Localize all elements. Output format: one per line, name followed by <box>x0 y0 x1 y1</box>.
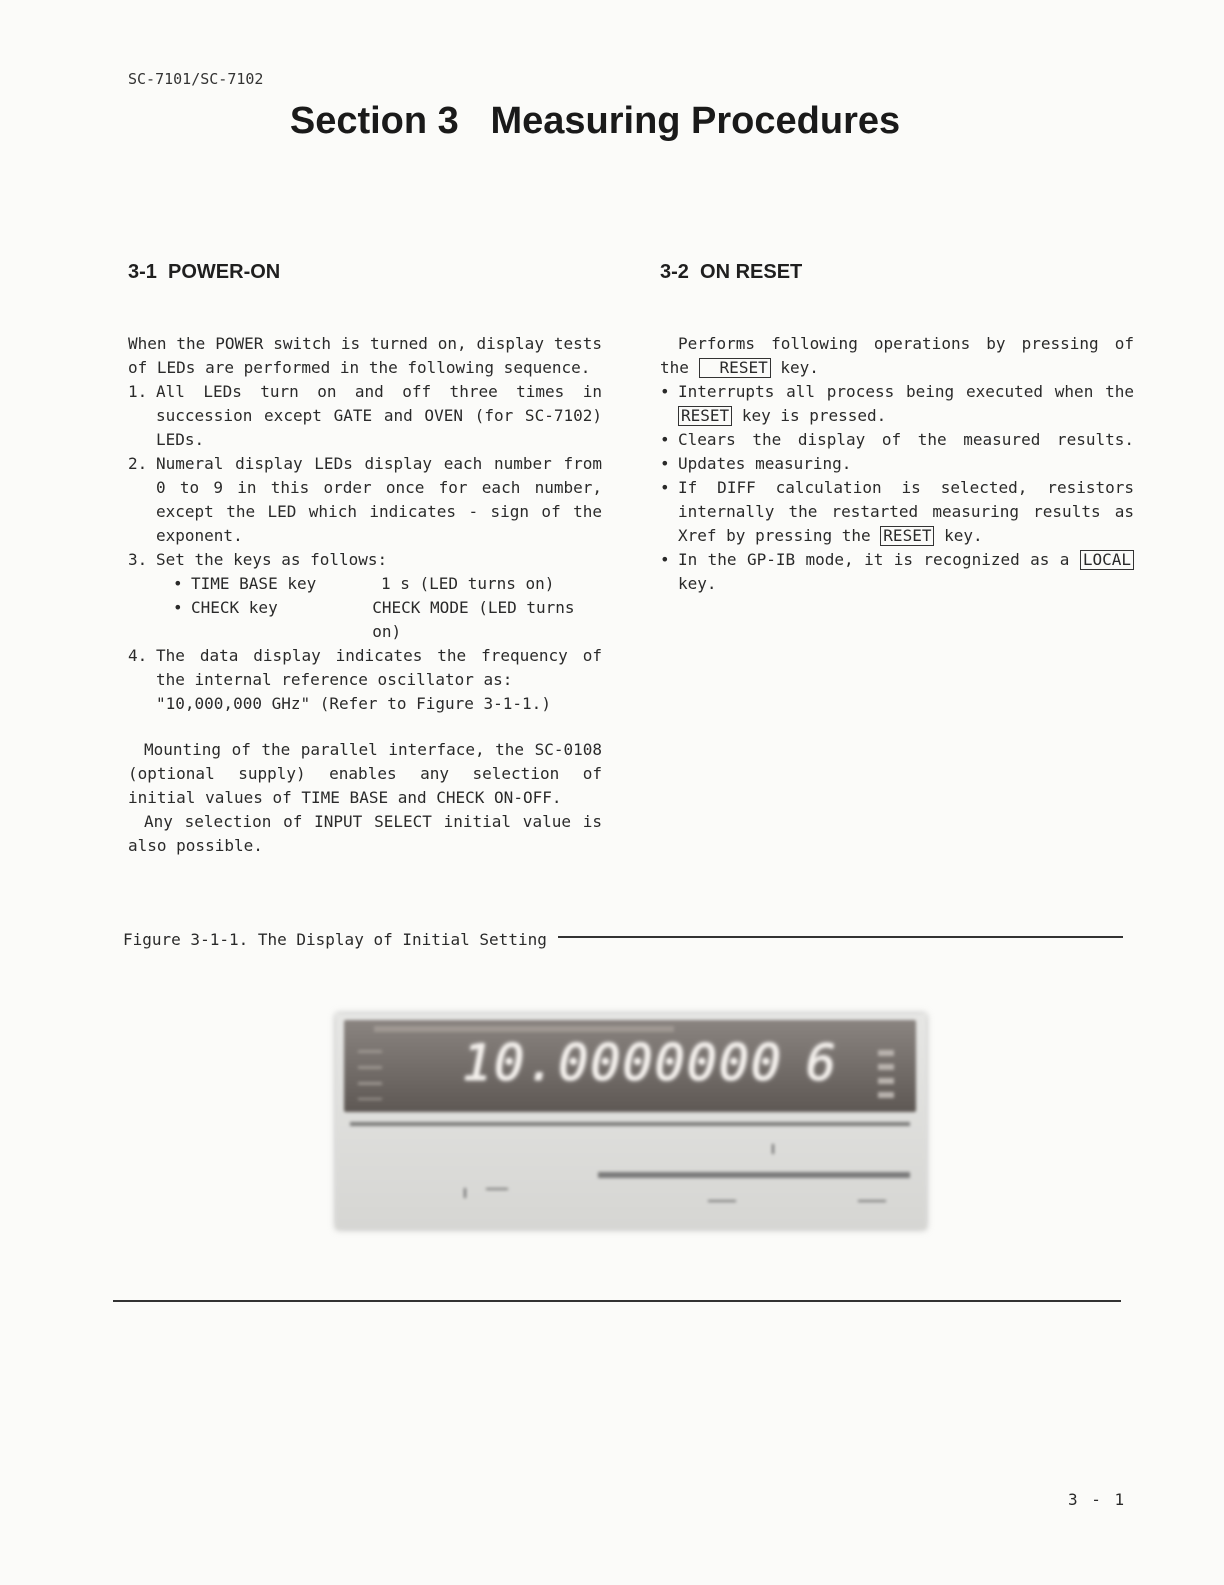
key-name: • TIME BASE key <box>173 572 381 596</box>
figure-caption: Figure 3-1-1. The Display of Initial Setting <box>123 930 547 949</box>
bullet-text: If DIFF calculation is selected, resistors internally the restarted measuring results as Xref by pressing the <box>678 478 1134 545</box>
step-number: 1. <box>128 382 148 401</box>
page-title: Section 3 Measuring Procedures <box>289 100 901 142</box>
panel-indicator-tabs <box>358 1050 382 1100</box>
step-text: All LEDs turn on and off three times in succession except GATE and OVEN (for SC-7102) LEDs. <box>156 382 602 449</box>
page-number: 3 - 1 <box>1068 1490 1127 1509</box>
bullet-text-end: key. <box>678 574 717 593</box>
reset-bullet-3: • Updates measuring. <box>660 452 1134 476</box>
step-1 <box>128 380 602 452</box>
key-setting-time-base <box>128 572 602 596</box>
reset-bullet-4 <box>660 476 1134 548</box>
step-number: 2. <box>128 454 148 473</box>
bullet-text-end: key. <box>944 526 983 545</box>
mounting-note: Mounting of the parallel interface, the SC-0108 (optional supply) enables any selection of initial values of TIME BASE and CHECK ON-OFF. <box>128 740 602 807</box>
led-display-exponent: 6 <box>806 1034 837 1092</box>
section-3-1-body <box>128 332 602 858</box>
on-reset-intro <box>660 332 1134 380</box>
section-3-2-heading: 3-2 ON RESET <box>660 261 803 283</box>
section-3-1-heading: 3-1 POWER-ON <box>128 261 281 283</box>
step-number: 3. <box>128 550 148 569</box>
reset-bullet-1 <box>660 380 1134 428</box>
section-3-2-body <box>660 332 1134 596</box>
step-text: Set the keys as follows: <box>156 550 388 569</box>
figure-rule <box>558 936 1123 938</box>
front-panel-row <box>350 1122 910 1126</box>
key-value: CHECK MODE (LED turns on) <box>372 598 575 641</box>
panel-knobs <box>878 1050 894 1100</box>
display-panel <box>344 1020 916 1112</box>
local-key: LOCAL <box>1080 550 1134 570</box>
front-panel-mark <box>486 1188 508 1190</box>
reset-key: RESET <box>678 406 732 426</box>
step-4-value: "10,000,000 GHz" (Refer to Figure 3-1-1.) <box>156 694 551 713</box>
instrument-photo <box>336 1014 926 1229</box>
intro-text: Performs following operations by pressing of the <box>660 334 1134 377</box>
bullet-text: Interrupts all process being executed when the <box>678 382 1134 401</box>
reset-key: RESET <box>880 526 934 546</box>
front-panel-mark <box>858 1200 886 1202</box>
step-4 <box>128 644 602 692</box>
reset-bullet-2: • Clears the display of the measured results. <box>660 428 1134 452</box>
panel-label-strip <box>374 1026 674 1032</box>
front-panel-mark <box>772 1144 774 1154</box>
led-display-digits: 10.0000000 <box>462 1034 784 1092</box>
doc-code: SC-7101/SC-7102 <box>128 70 264 88</box>
front-panel-row <box>598 1172 910 1178</box>
selection-note: Any selection of INPUT SELECT initial value is also possible. <box>128 812 602 855</box>
reset-bullet-5 <box>660 548 1134 596</box>
step-2 <box>128 452 602 548</box>
key-value: 1 s (LED turns on) <box>381 574 555 593</box>
intro-text-end: key. <box>780 358 819 377</box>
step-3 <box>128 548 602 572</box>
reset-key: RESET <box>699 358 771 378</box>
front-panel-mark <box>708 1200 736 1202</box>
step-text: Numeral display LEDs display each number from 0 to 9 in this order once for each number, except the LED which indicates - sign of the exponent. <box>156 454 602 545</box>
key-setting-check <box>128 596 602 644</box>
step-number: 4. <box>128 646 148 665</box>
bullet-text-end: key is pressed. <box>741 406 887 425</box>
key-name: • CHECK key <box>173 596 372 644</box>
power-on-intro: When the POWER switch is turned on, display tests of LEDs are performed in the following sequence. <box>128 334 602 377</box>
step-text: The data display indicates the frequency of the internal reference oscillator as: <box>156 646 602 689</box>
bullet-text: In the GP-IB mode, it is recognized as a <box>678 550 1070 569</box>
front-panel-mark <box>464 1188 466 1198</box>
bottom-rule <box>113 1300 1121 1302</box>
